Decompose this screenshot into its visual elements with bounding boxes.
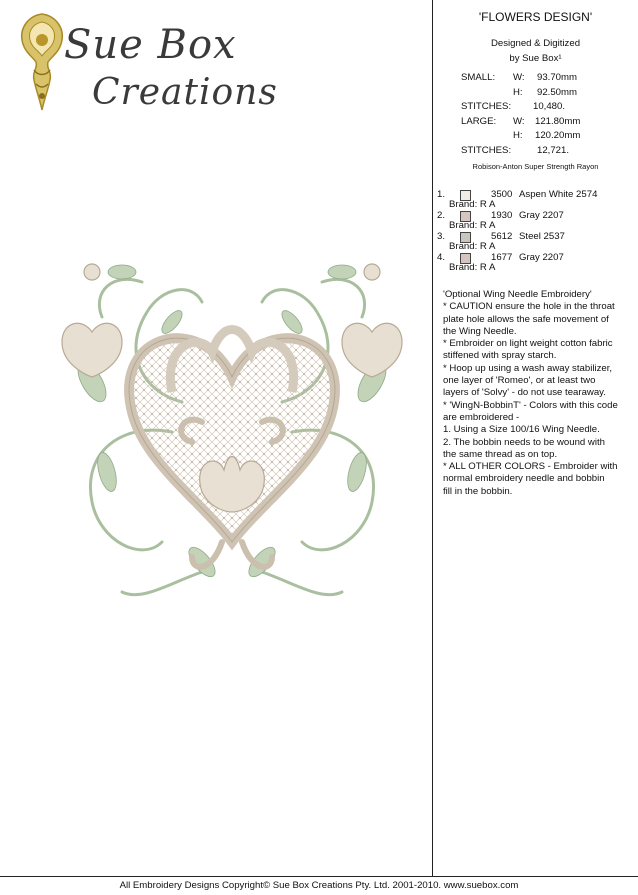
note-line: 'Optional Wing Needle Embroidery' xyxy=(443,289,592,300)
note-line: 1. Using a Size 100/16 Wing Needle. xyxy=(443,424,600,436)
large-width: 121.80mm xyxy=(535,116,581,127)
note-line: stiffened with spray starch. xyxy=(443,350,557,362)
small-stitches-label: STITCHES: xyxy=(461,101,512,112)
color-number: 2. xyxy=(437,210,446,221)
thread-brand-line: Robison-Anton Super Strength Rayon xyxy=(472,162,599,171)
note-line: * Embroider on light weight cotton fabric xyxy=(443,338,613,350)
note-line: * Hoop up using a wash away stabilizer, xyxy=(443,362,613,374)
color-number: 3. xyxy=(437,231,446,242)
designer-line: by Sue Box¹ xyxy=(509,53,562,64)
color-name: Aspen White 2574 xyxy=(519,189,598,200)
color-number: 1. xyxy=(437,189,446,200)
small-label: SMALL: xyxy=(461,72,496,83)
small-h-label: H: xyxy=(513,87,523,98)
note-line: fill in the bobbin. xyxy=(443,485,513,497)
large-stitches-label: STITCHES: xyxy=(461,145,512,156)
large-stitches: 12,721. xyxy=(537,145,570,156)
color-code: 1677 xyxy=(491,252,513,263)
small-height: 92.50mm xyxy=(537,87,577,98)
note-line: 2. The bobbin needs to be wound with xyxy=(443,436,605,448)
note-line: * CAUTION ensure the hole in the throat xyxy=(443,301,615,313)
large-label: LARGE: xyxy=(461,116,497,127)
large-h-label: H: xyxy=(513,130,523,141)
logo-text-line2: Creations xyxy=(92,72,278,113)
large-height: 120.20mm xyxy=(535,130,581,141)
color-brand: Brand: R A xyxy=(449,199,496,210)
note-line: one layer of 'Romeo', or at least two xyxy=(443,375,596,387)
color-number: 4. xyxy=(437,252,446,263)
small-w-label: W: xyxy=(513,72,525,83)
instructions xyxy=(443,289,638,498)
copyright-footer: All Embroidery Designs Copyright© Sue Box Creations Pty. Ltd. 2001-2010. www.suebox.com xyxy=(0,876,638,895)
logo-text-line1: Sue Box xyxy=(64,22,237,68)
color-brand: Brand: R A xyxy=(449,262,496,273)
note-line: * ALL OTHER COLORS - Embroider with xyxy=(443,461,618,473)
small-stitches: 10,480. xyxy=(533,101,566,112)
color-name: Steel 2537 xyxy=(519,231,565,242)
logo-emblem-icon xyxy=(12,10,72,115)
note-line: the Wing Needle. xyxy=(443,325,517,337)
note-line: are embroidered - xyxy=(443,411,520,423)
note-line: plate hole allows the safe movement of xyxy=(443,313,609,325)
color-brand: Brand: R A xyxy=(449,241,496,252)
design-title: 'FLOWERS DESIGN' xyxy=(478,10,593,24)
color-item xyxy=(433,210,638,231)
color-item xyxy=(433,252,638,273)
designed-line: Designed & Digitized xyxy=(490,38,581,49)
large-w-label: W: xyxy=(513,116,525,127)
color-item xyxy=(433,189,638,210)
color-code: 5612 xyxy=(491,231,513,242)
note-line: normal embroidery needle and bobbin xyxy=(443,473,605,485)
small-width: 93.70mm xyxy=(537,72,577,83)
logo xyxy=(12,10,282,120)
color-name: Gray 2207 xyxy=(519,210,564,221)
note-line: layers of 'Solvy' - do not use tearaway. xyxy=(443,387,606,399)
note-line: * 'WingN-BobbinT' - Colors with this code xyxy=(443,399,618,411)
color-code: 3500 xyxy=(491,189,513,200)
color-brand: Brand: R A xyxy=(449,220,496,231)
note-line: the same thread as on top. xyxy=(443,448,558,460)
color-list xyxy=(433,189,638,279)
embroidery-design-image xyxy=(52,242,412,628)
color-name: Gray 2207 xyxy=(519,252,564,263)
color-item xyxy=(433,231,638,252)
color-code: 1930 xyxy=(491,210,513,221)
info-panel xyxy=(433,0,638,876)
